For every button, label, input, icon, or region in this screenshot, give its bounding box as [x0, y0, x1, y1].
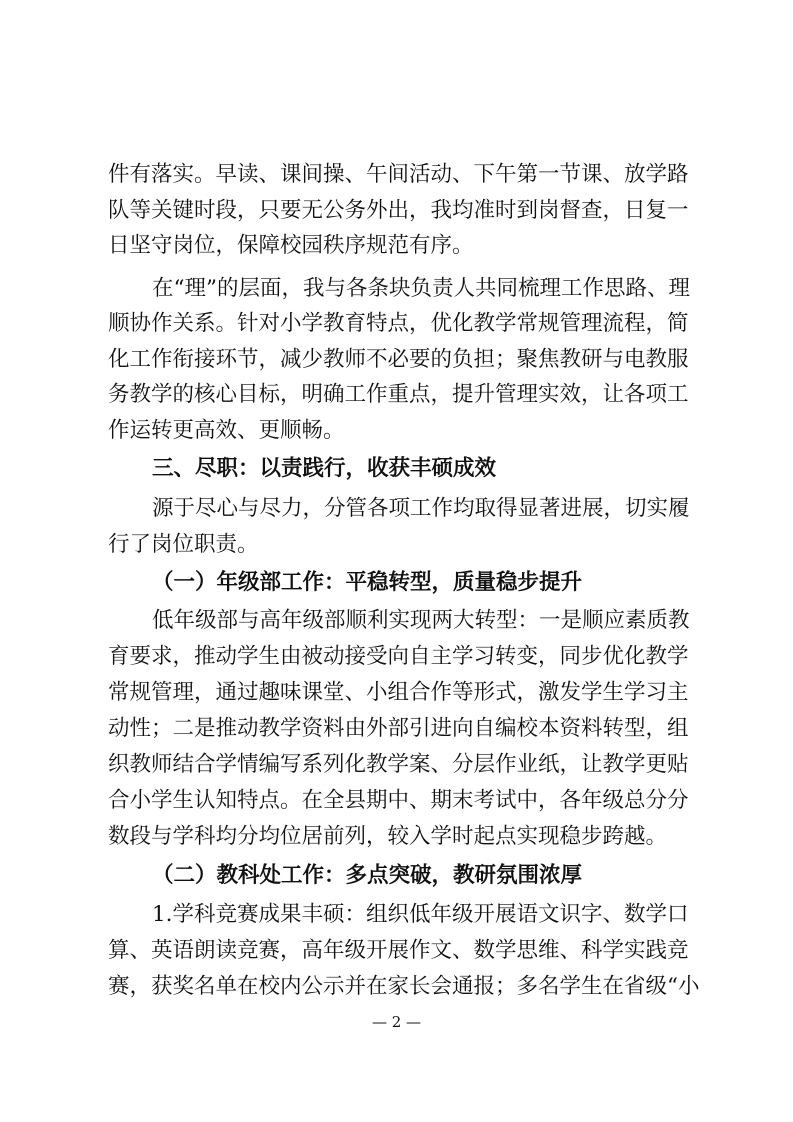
body-line: 1.学科竞赛成果丰硕：组织低年级开展语文识字、数学口 [152, 902, 689, 927]
body-line: 织教师结合学情编写系列化教学案、分层作业纸，让教学更贴 [108, 752, 689, 777]
subsection-heading: （二）教科处工作：多点突破，教研氛围浓厚 [152, 863, 583, 888]
body-line: 低年级部与高年级部顺利实现两大转型：一是顺应素质教 [152, 608, 690, 633]
body-line: 件有落实。早读、课间操、午间活动、下午第一节课、放学路 [108, 162, 689, 187]
body-line: 作运转更高效、更顺畅。 [108, 418, 345, 443]
page-number: — 2 — [371, 1013, 422, 1031]
body-line: 赛，获奖名单在校内公示并在家长会通报；多名学生在省级“小 [108, 974, 700, 999]
body-line: 在“理”的层面，我与各条块负责人共同梳理工作思路、理 [152, 276, 690, 301]
body-line: 育要求，推动学生由被动接受向自主学习转变，同步优化教学 [108, 644, 689, 669]
subsection-heading: （一）年级部工作：平稳转型，质量稳步提升 [152, 570, 583, 595]
section-heading: 三、尽职：以责践行，收获丰硕成效 [152, 456, 497, 481]
body-line: 队等关键时段，只要无公务外出，我均准时到岗督查，日复一 [108, 198, 689, 223]
body-line: 务教学的核心目标，明确工作重点，提升管理实效，让各项工 [108, 382, 689, 407]
body-line: 动性；二是推动教学资料由外部引进向自编校本资料转型，组 [108, 716, 689, 741]
body-line: 顺协作关系。针对小学教育特点，优化教学常规管理流程，简 [108, 311, 689, 336]
body-line: 合小学生认知特点。在全县期中、期末考试中，各年级总分分 [108, 788, 689, 813]
body-line: 算、英语朗读竞赛，高年级开展作文、数学思维、科学实践竞 [108, 938, 689, 963]
body-line: 行了岗位职责。 [108, 532, 259, 557]
body-line: 化工作衔接环节，减少教师不必要的负担；聚焦教研与电教服 [108, 347, 689, 372]
body-line: 数段与学科均分均位居前列，较入学时起点实现稳步跨越。 [108, 824, 668, 849]
body-line: 源于尽心与尽力，分管各项工作均取得显著进展，切实履 [152, 496, 690, 521]
body-line: 常规管理，通过趣味课堂、小组合作等形式，激发学生学习主 [108, 680, 689, 705]
body-line: 日坚守岗位，保障校园秩序规范有序。 [108, 233, 474, 258]
